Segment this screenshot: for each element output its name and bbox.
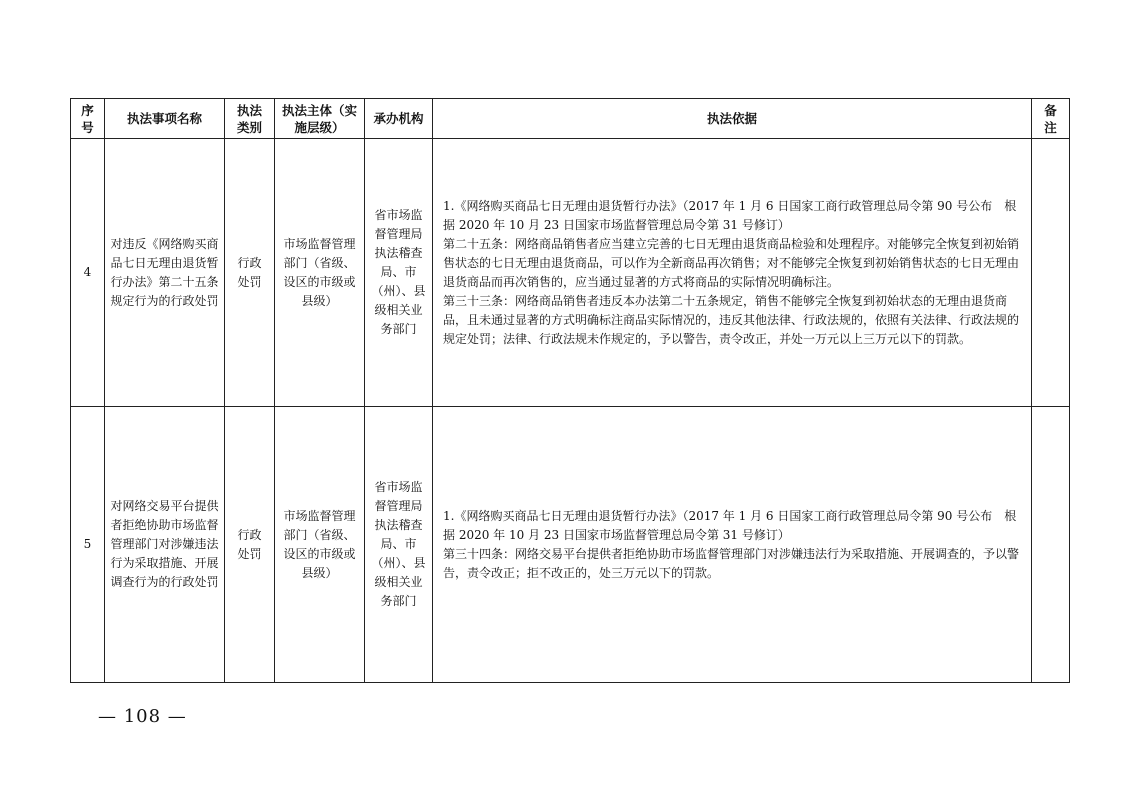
cell-note [1032,139,1070,407]
table-row [71,139,1070,407]
cell-basis [433,407,1032,683]
header-subject-label: 执法主体（实施层级） [281,102,357,135]
table-row [71,407,1070,683]
header-name: 执法事项名称 [105,99,225,139]
cell-seq: 5 [71,407,105,683]
basis-paragraph: 第二十五条：网络商品销售者应当建立完善的七日无理由退货商品检验和处理程序。对能够完全恢复到初始销售状态的七日无理由退货商品，可以作为全新商品再次销售；对不能够完全恢复到初始销售状态的七日无理由退货商品而再次销售的，应当通过显著的方式将商品的实际情况明确标注。 [443,236,1020,289]
cell-subject: 市场监督管理部门（省级、设区的市级或县级） [275,139,365,407]
header-seq-label: 序号 [81,102,94,135]
basis-paragraph: 第三十四条：网络交易平台提供者拒绝协助市场监督管理部门对涉嫌违法行为采取措施、开展调查的，予以警告，责令改正；拒不改正的，处三万元以下的罚款。 [443,546,1020,580]
basis-paragraph: 1.《网络购买商品七日无理由退货暂行办法》（2017 年 1 月 6 日国家工商行政管理总局令第 90 号公布 根据 2020 年 10 月 23 日国家市场监督管理总局令第 31 号修订） [443,198,1017,232]
table-header-row [71,99,1070,139]
page-number: — 108 — [98,706,187,727]
cell-category-label: 行政处罚 [237,527,262,561]
header-category-label: 执法类别 [236,102,262,135]
cell-item-name: 对网络交易平台提供者拒绝协助市场监督管理部门对涉嫌违法行为采取措施、开展调查行为的行政处罚 [105,407,225,683]
header-basis: 执法依据 [433,99,1032,139]
enforcement-table [70,98,1070,683]
header-subject [275,99,365,139]
cell-item-name: 对违反《网络购买商品七日无理由退货暂行办法》第二十五条规定行为的行政处罚 [105,139,225,407]
basis-paragraph: 1.《网络购买商品七日无理由退货暂行办法》（2017 年 1 月 6 日国家工商行政管理总局令第 90 号公布 根据 2020 年 10 月 23 日国家市场监督管理总局令第 31 号修订） [443,508,1017,542]
cell-subject: 市场监督管理部门（省级、设区的市级或县级） [275,407,365,683]
basis-paragraph: 第三十三条：网络商品销售者违反本办法第二十五条规定，销售不能够完全恢复到初始状态的无理由退货商品，且未通过显著的方式明确标注商品实际情况的，违反其他法律、行政法规的，依照有关法律、行政法规的规定处罚；法律、行政法规未作规定的，予以警告，责令改正，并处一万元以上三万元以下的罚款。 [443,293,1020,346]
header-category [225,99,275,139]
cell-basis [433,139,1032,407]
cell-category [225,407,275,683]
cell-note [1032,407,1070,683]
header-agency: 承办机构 [365,99,433,139]
header-note [1032,99,1070,139]
cell-agency: 省市场监督管理局执法稽查局、市（州）、县级相关业务部门 [365,139,433,407]
cell-agency: 省市场监督管理局执法稽查局、市（州）、县级相关业务部门 [365,407,433,683]
cell-seq: 4 [71,139,105,407]
cell-category [225,139,275,407]
cell-category-label: 行政处罚 [237,255,262,289]
header-seq [71,99,105,139]
header-note-label: 备注 [1044,102,1057,135]
